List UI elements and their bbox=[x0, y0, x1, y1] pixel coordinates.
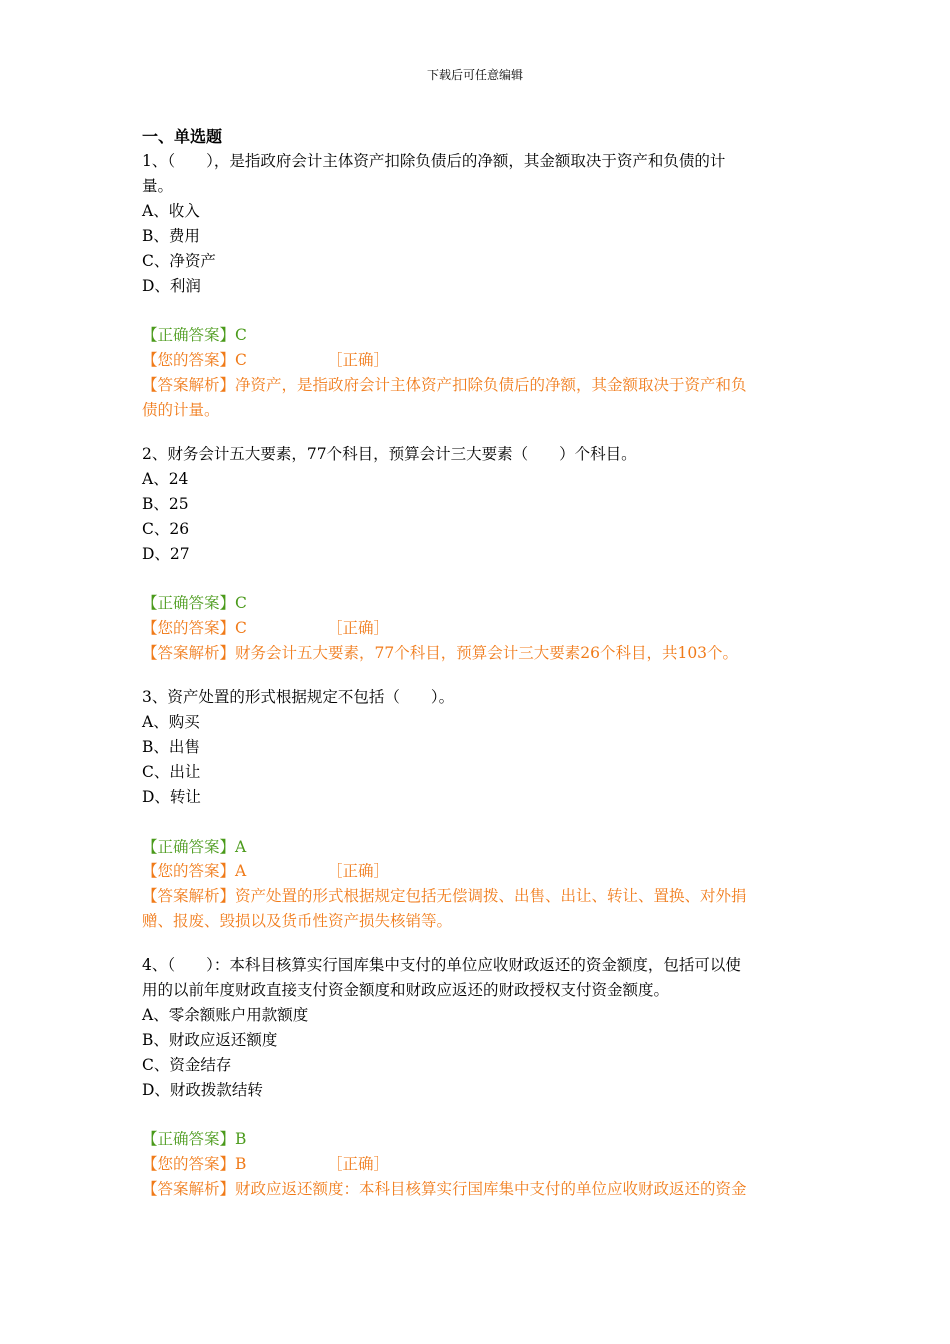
your-answer: 【您的答案】C ［正确］ bbox=[142, 619, 390, 638]
option: D、利润 bbox=[142, 276, 201, 295]
answer-analysis-cont: 债的计量。 bbox=[142, 401, 220, 420]
answer-analysis: 【答案解析】净资产，是指政府会计主体资产扣除负债后的净额，其金额取决于资产和负 bbox=[142, 376, 747, 395]
question-stem: 2、财务会计五大要素，77个科目，预算会计三大要素（ ）个科目。 bbox=[142, 444, 637, 463]
option: C、资金结存 bbox=[142, 1055, 232, 1074]
your-answer: 【您的答案】C ［正确］ bbox=[142, 351, 390, 370]
option: A、购买 bbox=[142, 713, 200, 731]
answer-analysis: 【答案解析】资产处置的形式根据规定包括无偿调拨、出售、出让、转让、置换、对外捐 bbox=[142, 887, 747, 906]
question-2 bbox=[142, 442, 812, 685]
option: D、转让 bbox=[142, 787, 201, 806]
question-3 bbox=[142, 685, 812, 953]
question-stem: 1、（ ），是指政府会计主体资产扣除负债后的净额，其金额取决于资产和负债的计 bbox=[142, 152, 726, 170]
question-4 bbox=[142, 953, 812, 1202]
option: A、收入 bbox=[142, 201, 200, 220]
your-answer: 【您的答案】A ［正确］ bbox=[142, 862, 390, 881]
correct-answer: 【正确答案】C bbox=[142, 594, 247, 613]
option: B、25 bbox=[142, 494, 189, 513]
option: D、27 bbox=[142, 544, 190, 563]
option: B、出售 bbox=[142, 737, 200, 756]
page-header: 下载后可任意编辑 bbox=[426, 68, 523, 82]
option: B、财政应返还额度 bbox=[142, 1030, 278, 1049]
question-stem: 用的以前年度财政直接支付资金额度和财政应返还的财政授权支付资金额度。 bbox=[142, 981, 670, 1000]
option: A、24 bbox=[142, 469, 189, 488]
correct-answer: 【正确答案】B bbox=[142, 1130, 247, 1149]
your-answer: 【您的答案】B ［正确］ bbox=[142, 1155, 390, 1174]
correct-answer: 【正确答案】A bbox=[142, 837, 247, 856]
option: A、零余额账户用款额度 bbox=[142, 1005, 309, 1024]
option: C、26 bbox=[142, 519, 190, 538]
answer-analysis-cont: 赠、报废、毁损以及货币性资产损失核销等。 bbox=[142, 912, 453, 931]
option: D、财政拨款结转 bbox=[142, 1080, 263, 1099]
question-1 bbox=[142, 149, 812, 442]
option: B、费用 bbox=[142, 226, 200, 245]
answer-analysis: 【答案解析】财政应返还额度：本科目核算实行国库集中支付的单位应收财政返还的资金 bbox=[142, 1180, 747, 1199]
question-stem: 4、（ ）：本科目核算实行国库集中支付的单位应收财政返还的资金额度，包括可以使 bbox=[142, 956, 741, 975]
question-stem: 3、资产处置的形式根据规定不包括（ ）。 bbox=[142, 688, 455, 707]
correct-answer: 【正确答案】C bbox=[142, 326, 247, 345]
option: C、净资产 bbox=[142, 251, 216, 270]
document-body bbox=[142, 124, 812, 1202]
section-title: 一、单选题 bbox=[142, 127, 223, 146]
answer-analysis: 【答案解析】财务会计五大要素，77个科目，预算会计三大要素26个科目，共103个。 bbox=[142, 644, 739, 663]
option: C、出让 bbox=[142, 762, 201, 781]
question-stem: 量。 bbox=[142, 176, 174, 195]
